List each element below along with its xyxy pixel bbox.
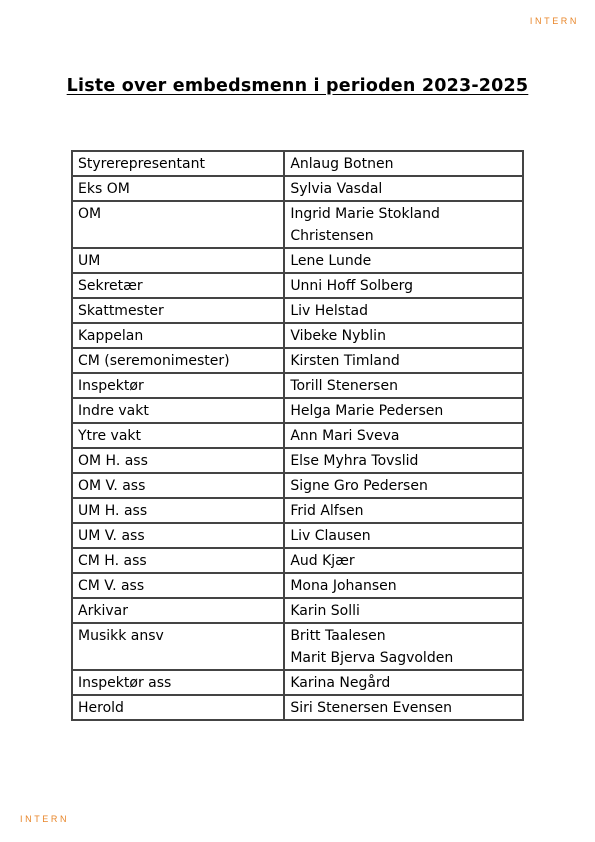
officer-name: Else Myhra Tovslid xyxy=(290,453,419,469)
role-cell: Musikk ansv xyxy=(72,623,284,670)
role-cell: OM H. ass xyxy=(72,448,284,473)
table-row xyxy=(72,151,523,176)
officer-name: Signe Gro Pedersen xyxy=(290,478,428,494)
name-cell xyxy=(284,670,523,695)
officer-name: Christensen xyxy=(290,228,374,244)
table-row xyxy=(72,348,523,373)
name-cell xyxy=(284,323,523,348)
role-cell: Arkivar xyxy=(72,598,284,623)
role-cell: OM V. ass xyxy=(72,473,284,498)
table-row xyxy=(72,373,523,398)
role-cell: CM V. ass xyxy=(72,573,284,598)
role-cell: Kappelan xyxy=(72,323,284,348)
name-cell xyxy=(284,473,523,498)
name-cell xyxy=(284,298,523,323)
role-cell: UM xyxy=(72,248,284,273)
table-row xyxy=(72,498,523,523)
table-row xyxy=(72,598,523,623)
officer-name: Sylvia Vasdal xyxy=(290,181,383,197)
officer-name: Marit Bjerva Sagvolden xyxy=(290,650,454,666)
table-row xyxy=(72,623,523,670)
name-cell xyxy=(284,598,523,623)
role-cell: OM xyxy=(72,201,284,248)
role-cell: Styrerepresentant xyxy=(72,151,284,176)
name-cell xyxy=(284,201,523,248)
officer-table xyxy=(71,150,524,721)
officer-name: Frid Alfsen xyxy=(290,503,364,519)
table-row xyxy=(72,573,523,598)
role-cell: Sekretær xyxy=(72,273,284,298)
classification-marker-top: INTERN xyxy=(529,16,579,26)
table-row xyxy=(72,670,523,695)
role-cell: Skattmester xyxy=(72,298,284,323)
page-title: Liste over embedsmenn i perioden 2023-2025 xyxy=(66,76,529,96)
name-cell xyxy=(284,151,523,176)
name-cell xyxy=(284,573,523,598)
table-row xyxy=(72,298,523,323)
name-cell xyxy=(284,176,523,201)
table-row xyxy=(72,523,523,548)
name-cell xyxy=(284,248,523,273)
officer-name: Ingrid Marie Stokland xyxy=(290,206,440,222)
officer-name: Anlaug Botnen xyxy=(290,156,394,172)
officer-name: Liv Clausen xyxy=(290,528,371,544)
name-cell xyxy=(284,695,523,720)
table-row xyxy=(72,248,523,273)
role-cell: Herold xyxy=(72,695,284,720)
table-row xyxy=(72,423,523,448)
name-cell xyxy=(284,623,523,670)
officer-name: Liv Helstad xyxy=(290,303,369,319)
name-cell xyxy=(284,398,523,423)
classification-marker-bottom: INTERN xyxy=(20,814,70,824)
name-cell xyxy=(284,498,523,523)
officer-name: Vibeke Nyblin xyxy=(290,328,386,344)
officer-name: Karin Solli xyxy=(290,603,360,619)
table-row xyxy=(72,473,523,498)
table-row xyxy=(72,398,523,423)
table-row xyxy=(72,201,523,248)
role-cell: UM H. ass xyxy=(72,498,284,523)
officer-name: Helga Marie Pedersen xyxy=(290,403,444,419)
officer-name: Lene Lunde xyxy=(290,253,372,269)
officer-name: Karina Negård xyxy=(290,675,391,691)
table-row xyxy=(72,448,523,473)
role-cell: CM (seremonimester) xyxy=(72,348,284,373)
table-row xyxy=(72,695,523,720)
officer-name: Aud Kjær xyxy=(290,553,355,569)
role-cell: Eks OM xyxy=(72,176,284,201)
name-cell xyxy=(284,273,523,298)
role-cell: Indre vakt xyxy=(72,398,284,423)
name-cell xyxy=(284,448,523,473)
role-cell: CM H. ass xyxy=(72,548,284,573)
name-cell xyxy=(284,373,523,398)
name-cell xyxy=(284,523,523,548)
role-cell: UM V. ass xyxy=(72,523,284,548)
table-row xyxy=(72,323,523,348)
table-row xyxy=(72,176,523,201)
name-cell xyxy=(284,348,523,373)
role-cell: Inspektør xyxy=(72,373,284,398)
table-row xyxy=(72,273,523,298)
officer-name: Torill Stenersen xyxy=(290,378,398,394)
officer-name: Unni Hoff Solberg xyxy=(290,278,414,294)
table-row xyxy=(72,548,523,573)
officer-table-body xyxy=(72,151,523,720)
role-cell: Inspektør ass xyxy=(72,670,284,695)
name-cell xyxy=(284,548,523,573)
name-cell xyxy=(284,423,523,448)
officer-name: Britt Taalesen xyxy=(290,628,386,644)
officer-name: Ann Mari Sveva xyxy=(290,428,400,444)
officer-name: Siri Stenersen Evensen xyxy=(290,700,453,716)
role-cell: Ytre vakt xyxy=(72,423,284,448)
officer-name: Mona Johansen xyxy=(290,578,397,594)
officer-name: Kirsten Timland xyxy=(290,353,400,369)
